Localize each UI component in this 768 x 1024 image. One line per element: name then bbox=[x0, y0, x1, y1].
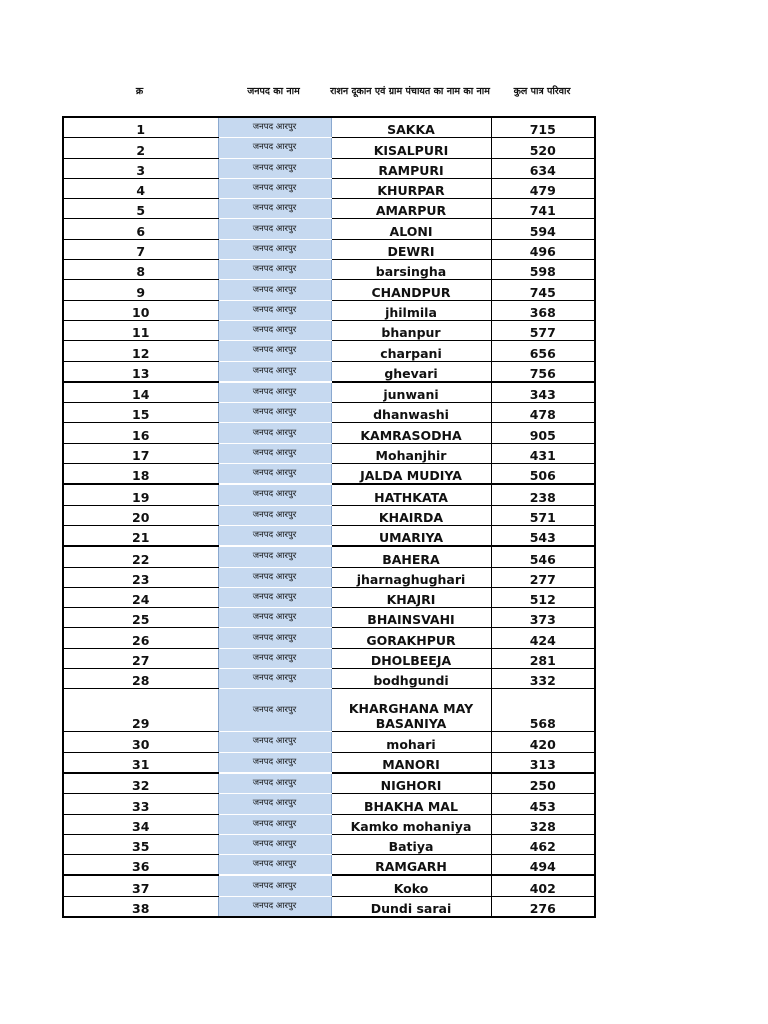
shop-name-cell: SAKKA bbox=[331, 117, 491, 138]
families-cell: 332 bbox=[491, 669, 595, 689]
shop-name-cell: KHURPAR bbox=[331, 178, 491, 198]
serial-cell: 18 bbox=[63, 464, 218, 485]
shop-name-cell: BHAINSVAHI bbox=[331, 608, 491, 628]
serial-cell: 22 bbox=[63, 546, 218, 567]
header-janpad: जनपद का नाम bbox=[247, 86, 300, 97]
shop-name-cell: Batiya bbox=[331, 834, 491, 854]
serial-cell: 23 bbox=[63, 567, 218, 587]
serial-cell: 16 bbox=[63, 423, 218, 443]
shop-name-cell: barsingha bbox=[331, 260, 491, 280]
families-cell: 745 bbox=[491, 280, 595, 300]
shop-name-cell: AMARPUR bbox=[331, 199, 491, 219]
janpad-cell: जनपद आरपुर bbox=[218, 280, 331, 300]
janpad-cell: जनपद आरपुर bbox=[218, 896, 331, 917]
serial-cell: 36 bbox=[63, 855, 218, 876]
janpad-cell: जनपद आरपुर bbox=[218, 567, 331, 587]
serial-cell: 32 bbox=[63, 773, 218, 794]
serial-cell: 8 bbox=[63, 260, 218, 280]
table-row bbox=[63, 382, 595, 403]
table-row bbox=[63, 320, 595, 340]
families-cell: 577 bbox=[491, 320, 595, 340]
serial-cell: 4 bbox=[63, 178, 218, 198]
serial-cell: 28 bbox=[63, 669, 218, 689]
table-row bbox=[63, 587, 595, 607]
families-cell: 277 bbox=[491, 567, 595, 587]
table-row bbox=[63, 158, 595, 178]
shop-name-cell: UMARIYA bbox=[331, 525, 491, 546]
table-row bbox=[63, 199, 595, 219]
janpad-cell: जनपद आरपुर bbox=[218, 669, 331, 689]
table-row bbox=[63, 752, 595, 773]
serial-cell: 12 bbox=[63, 341, 218, 361]
shop-name-cell: ALONI bbox=[331, 219, 491, 239]
janpad-cell: जनपद आरपुर bbox=[218, 341, 331, 361]
families-cell: 420 bbox=[491, 732, 595, 752]
janpad-cell: जनपद आरपुर bbox=[218, 403, 331, 423]
families-cell: 373 bbox=[491, 608, 595, 628]
header-families: कुल पात्र परिवार bbox=[513, 86, 571, 97]
families-cell: 905 bbox=[491, 423, 595, 443]
shop-name-cell: KHAIRDA bbox=[331, 505, 491, 525]
table-row bbox=[63, 628, 595, 648]
table-row bbox=[63, 280, 595, 300]
table-row bbox=[63, 505, 595, 525]
families-cell: 494 bbox=[491, 855, 595, 876]
janpad-cell: जनपद आरपुर bbox=[218, 199, 331, 219]
table-row bbox=[63, 855, 595, 876]
families-cell: 598 bbox=[491, 260, 595, 280]
janpad-cell: जनपद आरपुर bbox=[218, 443, 331, 463]
serial-cell: 37 bbox=[63, 875, 218, 896]
table-row bbox=[63, 138, 595, 158]
families-cell: 543 bbox=[491, 525, 595, 546]
header-serial: क्र bbox=[135, 86, 144, 97]
ration-shop-table bbox=[62, 116, 596, 918]
shop-name-cell: KISALPURI bbox=[331, 138, 491, 158]
janpad-cell: जनपद आरपुर bbox=[218, 484, 331, 505]
families-cell: 424 bbox=[491, 628, 595, 648]
table-row bbox=[63, 834, 595, 854]
table-row bbox=[63, 239, 595, 259]
table-row bbox=[63, 341, 595, 361]
shop-name-cell: dhanwashi bbox=[331, 403, 491, 423]
families-cell: 520 bbox=[491, 138, 595, 158]
families-cell: 571 bbox=[491, 505, 595, 525]
janpad-cell: जनपद आरपुर bbox=[218, 773, 331, 794]
serial-cell: 34 bbox=[63, 814, 218, 834]
serial-cell: 19 bbox=[63, 484, 218, 505]
serial-cell: 13 bbox=[63, 361, 218, 382]
families-cell: 634 bbox=[491, 158, 595, 178]
janpad-cell: जनपद आरपुर bbox=[218, 525, 331, 546]
janpad-cell: जनपद आरपुर bbox=[218, 464, 331, 485]
janpad-cell: जनपद आरपुर bbox=[218, 219, 331, 239]
janpad-cell: जनपद आरपुर bbox=[218, 587, 331, 607]
families-cell: 756 bbox=[491, 361, 595, 382]
janpad-cell: जनपद आरपुर bbox=[218, 423, 331, 443]
serial-cell: 15 bbox=[63, 403, 218, 423]
table-row bbox=[63, 875, 595, 896]
table-row bbox=[63, 525, 595, 546]
table-row bbox=[63, 648, 595, 668]
table-row bbox=[63, 814, 595, 834]
serial-cell: 24 bbox=[63, 587, 218, 607]
janpad-cell: जनपद आरपुर bbox=[218, 855, 331, 876]
table-row bbox=[63, 300, 595, 320]
janpad-cell: जनपद आरपुर bbox=[218, 648, 331, 668]
table-row bbox=[63, 896, 595, 917]
janpad-cell: जनपद आरपुर bbox=[218, 320, 331, 340]
shop-name-cell: HATHKATA bbox=[331, 484, 491, 505]
shop-name-cell: KHAJRI bbox=[331, 587, 491, 607]
families-cell: 546 bbox=[491, 546, 595, 567]
serial-cell: 14 bbox=[63, 382, 218, 403]
families-cell: 276 bbox=[491, 896, 595, 917]
shop-name-cell: MANORI bbox=[331, 752, 491, 773]
families-cell: 715 bbox=[491, 117, 595, 138]
shop-name-cell: DHOLBEEJA bbox=[331, 648, 491, 668]
table-row bbox=[63, 567, 595, 587]
janpad-cell: जनपद आरपुर bbox=[218, 300, 331, 320]
table-row bbox=[63, 361, 595, 382]
table-row bbox=[63, 443, 595, 463]
janpad-cell: जनपद आरपुर bbox=[218, 689, 331, 732]
janpad-cell: जनपद आरपुर bbox=[218, 260, 331, 280]
janpad-cell: जनपद आरपुर bbox=[218, 752, 331, 773]
table-row bbox=[63, 117, 595, 138]
families-cell: 506 bbox=[491, 464, 595, 485]
families-cell: 313 bbox=[491, 752, 595, 773]
serial-cell: 20 bbox=[63, 505, 218, 525]
serial-cell: 27 bbox=[63, 648, 218, 668]
families-cell: 594 bbox=[491, 219, 595, 239]
janpad-cell: जनपद आरपुर bbox=[218, 138, 331, 158]
janpad-cell: जनपद आरपुर bbox=[218, 732, 331, 752]
serial-cell: 5 bbox=[63, 199, 218, 219]
shop-name-cell: BHAKHA MAL bbox=[331, 794, 491, 814]
header-shop: राशन दूकान एवं ग्राम पंचायत का नाम का नाम bbox=[330, 86, 490, 97]
table-body bbox=[63, 117, 595, 917]
shop-name-cell: Kamko mohaniya bbox=[331, 814, 491, 834]
serial-cell: 3 bbox=[63, 158, 218, 178]
janpad-cell: जनपद आरपुर bbox=[218, 834, 331, 854]
table-row bbox=[63, 403, 595, 423]
shop-name-cell: RAMPURI bbox=[331, 158, 491, 178]
serial-cell: 17 bbox=[63, 443, 218, 463]
shop-name-cell: ghevari bbox=[331, 361, 491, 382]
shop-name-cell: mohari bbox=[331, 732, 491, 752]
shop-name-cell: bhanpur bbox=[331, 320, 491, 340]
families-cell: 328 bbox=[491, 814, 595, 834]
serial-cell: 33 bbox=[63, 794, 218, 814]
serial-cell: 11 bbox=[63, 320, 218, 340]
table-header bbox=[62, 84, 594, 104]
shop-name-cell: KHARGHANA MAY BASANIYA bbox=[331, 689, 491, 732]
serial-cell: 21 bbox=[63, 525, 218, 546]
shop-name-cell: junwani bbox=[331, 382, 491, 403]
table-row bbox=[63, 423, 595, 443]
families-cell: 512 bbox=[491, 587, 595, 607]
serial-cell: 35 bbox=[63, 834, 218, 854]
families-cell: 741 bbox=[491, 199, 595, 219]
families-cell: 402 bbox=[491, 875, 595, 896]
table-row bbox=[63, 689, 595, 732]
table-row bbox=[63, 178, 595, 198]
shop-name-cell: RAMGARH bbox=[331, 855, 491, 876]
families-cell: 479 bbox=[491, 178, 595, 198]
janpad-cell: जनपद आरपुर bbox=[218, 546, 331, 567]
serial-cell: 1 bbox=[63, 117, 218, 138]
table-row bbox=[63, 608, 595, 628]
serial-cell: 38 bbox=[63, 896, 218, 917]
janpad-cell: जनपद आरपुर bbox=[218, 178, 331, 198]
shop-name-cell: Mohanjhir bbox=[331, 443, 491, 463]
serial-cell: 25 bbox=[63, 608, 218, 628]
shop-name-cell: JALDA MUDIYA bbox=[331, 464, 491, 485]
serial-cell: 29 bbox=[63, 689, 218, 732]
serial-cell: 9 bbox=[63, 280, 218, 300]
families-cell: 568 bbox=[491, 689, 595, 732]
serial-cell: 6 bbox=[63, 219, 218, 239]
families-cell: 462 bbox=[491, 834, 595, 854]
shop-name-cell: DEWRI bbox=[331, 239, 491, 259]
serial-cell: 31 bbox=[63, 752, 218, 773]
serial-cell: 7 bbox=[63, 239, 218, 259]
serial-cell: 26 bbox=[63, 628, 218, 648]
table-row bbox=[63, 484, 595, 505]
table-row bbox=[63, 546, 595, 567]
families-cell: 453 bbox=[491, 794, 595, 814]
janpad-cell: जनपद आरपुर bbox=[218, 382, 331, 403]
shop-name-cell: BAHERA bbox=[331, 546, 491, 567]
families-cell: 478 bbox=[491, 403, 595, 423]
janpad-cell: जनपद आरपुर bbox=[218, 239, 331, 259]
janpad-cell: जनपद आरपुर bbox=[218, 158, 331, 178]
table-row bbox=[63, 669, 595, 689]
janpad-cell: जनपद आरपुर bbox=[218, 361, 331, 382]
families-cell: 368 bbox=[491, 300, 595, 320]
shop-name-cell: bodhgundi bbox=[331, 669, 491, 689]
shop-name-cell: Koko bbox=[331, 875, 491, 896]
families-cell: 281 bbox=[491, 648, 595, 668]
table-row bbox=[63, 732, 595, 752]
shop-name-cell: GORAKHPUR bbox=[331, 628, 491, 648]
serial-cell: 2 bbox=[63, 138, 218, 158]
table-row bbox=[63, 219, 595, 239]
janpad-cell: जनपद आरपुर bbox=[218, 505, 331, 525]
families-cell: 431 bbox=[491, 443, 595, 463]
table-row bbox=[63, 773, 595, 794]
table-row bbox=[63, 260, 595, 280]
families-cell: 238 bbox=[491, 484, 595, 505]
shop-name-cell: jharnaghughari bbox=[331, 567, 491, 587]
janpad-cell: जनपद आरपुर bbox=[218, 794, 331, 814]
janpad-cell: जनपद आरपुर bbox=[218, 608, 331, 628]
janpad-cell: जनपद आरपुर bbox=[218, 628, 331, 648]
families-cell: 343 bbox=[491, 382, 595, 403]
families-cell: 250 bbox=[491, 773, 595, 794]
shop-name-cell: charpani bbox=[331, 341, 491, 361]
serial-cell: 30 bbox=[63, 732, 218, 752]
families-cell: 656 bbox=[491, 341, 595, 361]
janpad-cell: जनपद आरपुर bbox=[218, 117, 331, 138]
table-row bbox=[63, 464, 595, 485]
shop-name-cell: Dundi sarai bbox=[331, 896, 491, 917]
serial-cell: 10 bbox=[63, 300, 218, 320]
janpad-cell: जनपद आरपुर bbox=[218, 875, 331, 896]
janpad-cell: जनपद आरपुर bbox=[218, 814, 331, 834]
shop-name-cell: jhilmila bbox=[331, 300, 491, 320]
table-row bbox=[63, 794, 595, 814]
shop-name-cell: KAMRASODHA bbox=[331, 423, 491, 443]
shop-name-cell: NIGHORI bbox=[331, 773, 491, 794]
families-cell: 496 bbox=[491, 239, 595, 259]
shop-name-cell: CHANDPUR bbox=[331, 280, 491, 300]
